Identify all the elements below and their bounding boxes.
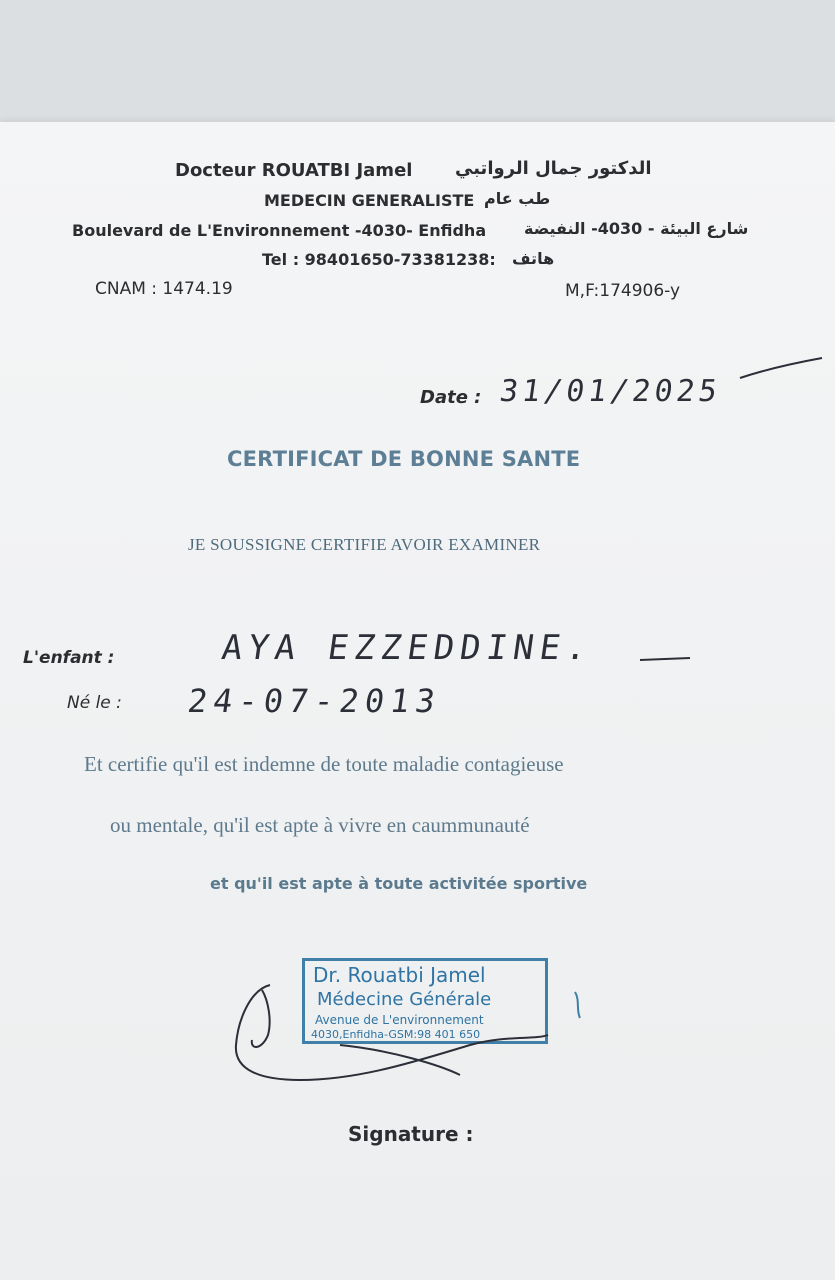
certificate-line-2: ou mentale, qu'il est apte à vivre en caummunauté — [110, 813, 530, 837]
telephone: Tel : 98401650-73381238: — [262, 250, 496, 269]
address-ar: شارع البيئة - 4030- النفيضة — [524, 219, 749, 238]
date-value: 31/01/2025 — [497, 374, 724, 409]
stamp-specialty: Médecine Générale — [317, 989, 492, 1010]
certificate-line-3: et qu'il est apte à toute activitée sportive — [210, 874, 588, 893]
stamp-edge-mark — [575, 992, 580, 1018]
child-name-tail-stroke — [640, 658, 690, 660]
telephone-ar: هاتف — [512, 249, 555, 268]
doctor-name-fr: Docteur ROUATBI Jamel — [175, 160, 413, 181]
date-underline-stroke — [740, 358, 822, 378]
date-label: Date : — [420, 387, 482, 408]
certificate-intro: JE SOUSSIGNE CERTIFIE AVOIR EXAMINER — [188, 535, 541, 554]
born-label: Né le : — [67, 693, 122, 713]
specialty-fr: MEDECIN GENERALISTE — [264, 191, 475, 210]
born-date: 24-07-2013 — [185, 682, 444, 720]
stamp-doctor-name: Dr. Rouatbi Jamel — [313, 963, 486, 987]
child-label: L'enfant : — [23, 648, 115, 668]
certificate-line-1: Et certifie qu'il est indemne de toute maladie contagieuse — [84, 752, 564, 776]
address-fr: Boulevard de L'Environnement -4030- Enfidha — [72, 221, 487, 240]
signature-scribble — [236, 985, 548, 1080]
specialty-ar: طب عام — [484, 189, 551, 208]
stamp-address: Avenue de L'environnement — [315, 1013, 484, 1027]
child-name: AYA EZZEDDINE. — [219, 628, 596, 668]
stamp-contact: 4030,Enfidha-GSM:98 401 650 — [311, 1028, 481, 1041]
cnam-number: CNAM : 1474.19 — [95, 279, 233, 299]
doctor-name-ar: الدكتور جمال الرواتبي — [455, 158, 652, 179]
signature-label: Signature : — [348, 1122, 474, 1146]
certificate-title: CERTIFICAT DE BONNE SANTE — [227, 447, 581, 471]
fiscal-id: M,F:174906-y — [565, 281, 681, 301]
